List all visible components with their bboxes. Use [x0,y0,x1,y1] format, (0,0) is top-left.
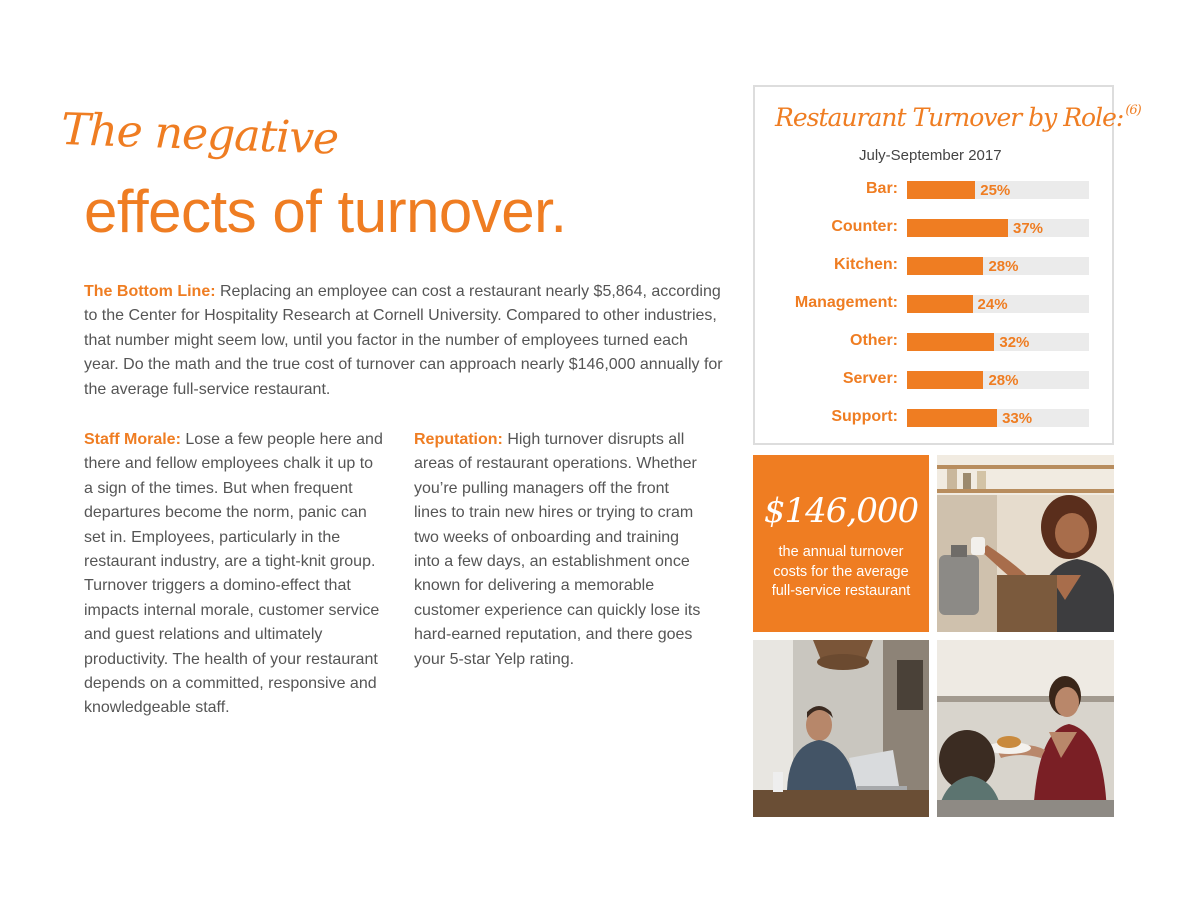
bar-fill [907,295,973,313]
chart-title-text: Restaurant Turnover by Role: [775,103,1124,132]
chart-title-note: (6) [1125,103,1141,118]
staff-morale-text: Lose a few people here and there and fellow employees chalk it up to a sign of the times. But when frequent departures become the norm, panic can set in. Employees, particularly in the restaurant industry, are a tight-knit group. Turnover triggers a domino-effect that impacts internal morale, customer service and guest relations and ultimately productivity. The health of your restaurant depends on a committed, responsive and knowledgeable staff. [84,431,383,717]
bar-label: Counter: [831,218,898,235]
barista-photo-art [937,455,1114,632]
bar-track [907,257,1089,275]
bar-track [907,333,1089,351]
bar-track [907,295,1089,313]
bar-fill [907,219,1008,237]
chart-subtitle: July-September 2017 [859,147,1002,164]
bar-label: Other: [850,332,898,349]
food-counter-photo [937,640,1114,817]
bar-label: Management: [794,294,898,311]
bar-value-label: 24% [977,296,1008,313]
bar-track [907,371,1089,389]
bar-value-label: 25% [980,182,1011,199]
reputation-lead: Reputation: [414,431,503,448]
callout-amount: $146,000 [763,491,919,531]
bar-track [907,219,1089,237]
bar-track [907,181,1089,199]
title-script-line: The negative [60,104,339,165]
bar-fill [907,181,975,199]
chart-title [775,103,1141,132]
cost-callout [753,455,929,632]
bar-fill [907,257,983,275]
bar-track [907,409,1089,427]
man-laptop-photo [753,640,929,817]
bar-label: Bar: [865,180,898,197]
turnover-chart [753,85,1141,445]
reputation-paragraph [414,428,704,672]
bar-fill [907,371,983,389]
bar-fill [907,409,997,427]
bar-value-label: 32% [999,334,1030,351]
staff-morale-lead: Staff Morale: [84,431,181,448]
food-counter-photo-art [937,640,1114,817]
bottom-line-lead: The Bottom Line: [84,283,216,300]
reputation-text: High turnover disrupts all areas of restaurant operations. Whether you’re pulling managers off the front lines to train new hires or trying to cram two weeks of onboarding and training into a few days, an establishment once known for delivering a memorable customer experience can quickly lose its hard-earned reputation, and there goes your 5-star Yelp rating. [414,431,701,668]
bar-value-label: 28% [988,258,1019,275]
staff-morale-paragraph [84,428,384,721]
callout-text: the annual turnover costs for the average full-service restaurant [771,544,911,599]
page-title: effects of turnover. [84,178,567,245]
bottom-line-paragraph [84,280,724,402]
barista-photo [937,455,1114,632]
bar-value-label: 33% [1002,410,1033,427]
bar-label: Support: [831,408,898,425]
bar-value-label: 28% [988,372,1019,389]
bar-label: Kitchen: [834,256,898,273]
bar-value-label: 37% [1013,220,1044,237]
bottom-line-text: Replacing an employee can cost a restaurant nearly $5,864, according to the Center for Hospitality Research at Cornell University. Compared to other industries, that number might seem low, until you factor in the number of employees turned each year. Do the math and the true cost of turnover can approach nearly $146,000 annually for the average full-service restaurant. [84,283,723,398]
bar-fill [907,333,994,351]
bar-label: Server: [842,370,898,387]
man-laptop-photo-art [753,640,929,817]
